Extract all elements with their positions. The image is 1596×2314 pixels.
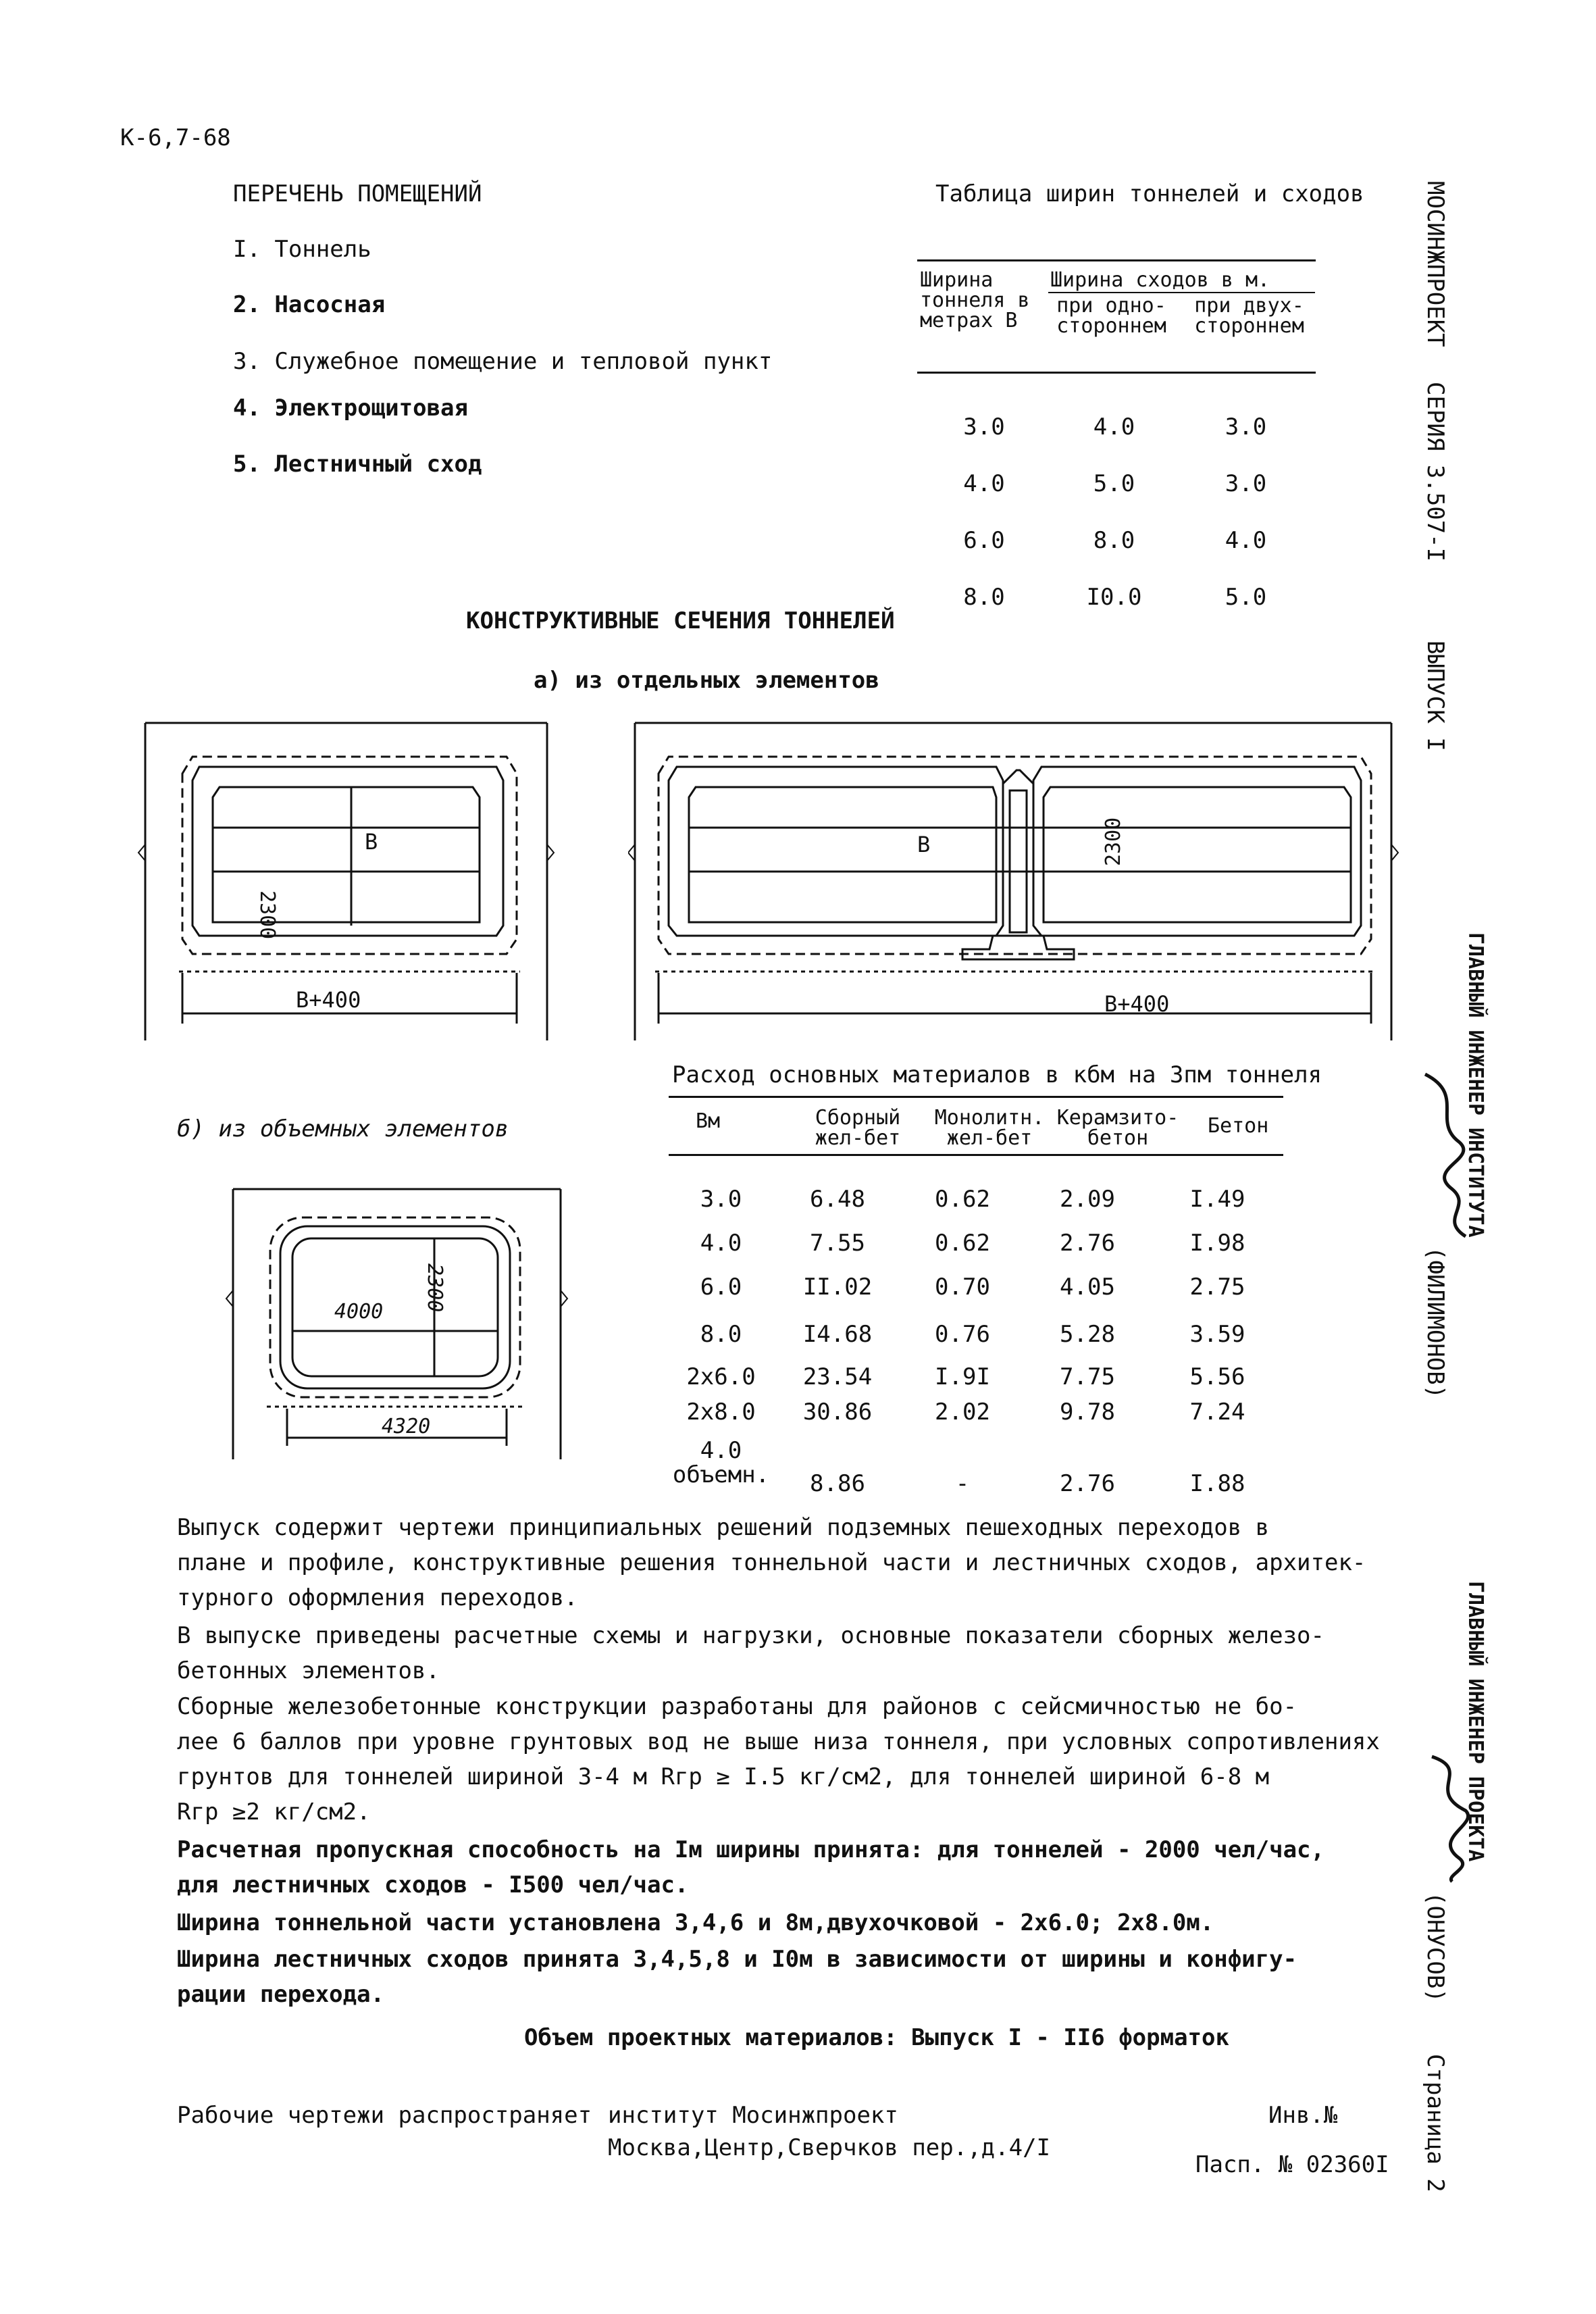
table-cell: 7.75 [1060, 1363, 1115, 1390]
side-series: СЕРИЯ 3.507-I [1422, 382, 1449, 562]
table-cell: 2.02 [935, 1399, 990, 1426]
table-cell: 4.05 [1060, 1273, 1115, 1301]
signature-image [1412, 1067, 1486, 1243]
table-rule [917, 372, 1316, 374]
sections-sub-b: б) из объемных элементов [177, 1115, 509, 1142]
table-cell: 8.0 [1093, 527, 1135, 554]
table-cell: 4.0 [1093, 413, 1135, 441]
footer-distrib: Рабочие чертежи распространяет [177, 2102, 592, 2129]
label-b400: В+400 [296, 987, 361, 1013]
table-cell: 7.55 [810, 1229, 865, 1257]
materials-header: Керамзито-бетон [1056, 1106, 1179, 1150]
table-cell: 3.59 [1189, 1320, 1245, 1348]
widths-group-header: Ширина сходов в м. [1050, 268, 1270, 292]
description-line: плане и профиле, конструктивные решения тоннельной части и лестничных сходов, архитек- [177, 1549, 1366, 1576]
description-line: Rгр ≥2 кг/см2. [177, 1799, 371, 1826]
sections-title: КОНСТРУКТИВНЫЕ СЕЧЕНИЯ ТОННЕЛЕЙ [466, 607, 895, 634]
room-item: 2. Насосная [233, 291, 386, 318]
table-cell: I.9I [935, 1363, 990, 1390]
table-cell: 8.0 [963, 584, 1005, 611]
table-rule [669, 1154, 1283, 1156]
table-cell: - [955, 1470, 970, 1497]
room-item: 4. Электрощитовая [233, 395, 468, 422]
side-chief-project: ГЛАВНЫЙ ИНЖЕНЕР ПРОЕКТА [1464, 1581, 1487, 1862]
table-cell: 5.28 [1060, 1320, 1115, 1348]
table-cell: I.88 [1189, 1470, 1245, 1497]
table-cell: I.49 [1189, 1185, 1245, 1213]
label-2300: 2300 [1102, 817, 1125, 866]
table-cell: 5.0 [1093, 470, 1135, 497]
label-b: В [917, 832, 931, 857]
section-a-right-drawing [628, 703, 1405, 1040]
table-row [669, 1394, 1283, 1430]
table-cell: 2.09 [1060, 1185, 1115, 1213]
label-4320: 4320 [382, 1415, 431, 1438]
room-item: 5. Лестничный сход [233, 451, 482, 478]
materials-header: Сборный жел-бет [815, 1106, 901, 1150]
rooms-title: ПЕРЕЧЕНЬ ПОМЕЩЕНИЙ [233, 180, 482, 207]
table-rule [1048, 292, 1315, 293]
widths-col3-header: при двух-стороннем [1194, 294, 1304, 338]
description-line: Выпуск содержит чертежи принципиальных решений подземных пешеходных переходов в [177, 1514, 1270, 1541]
table-cell: 2.76 [1060, 1229, 1115, 1257]
side-name-2: (ОНУСОВ) [1422, 1892, 1449, 2003]
signature-image [1412, 1750, 1486, 1885]
table-cell: 0.62 [935, 1185, 990, 1213]
table-row [669, 1309, 1283, 1359]
description-line: рации перехода. [177, 1981, 385, 2008]
table-row [669, 1265, 1283, 1309]
table-cell: 0.70 [935, 1273, 990, 1301]
table-cell: 8.86 [810, 1470, 865, 1497]
label-4000: 4000 [334, 1300, 384, 1324]
table-cell: 4.0 объемн. [672, 1437, 770, 1488]
table-row [669, 1359, 1283, 1394]
table-cell: 5.56 [1189, 1363, 1245, 1390]
footer-inv: Инв.№ [1268, 2102, 1338, 2129]
description-line: Ширина тоннельной части установлена 3,4,6 и 8м,двухочковой - 2х6.0; 2х8.0м. [177, 1909, 1214, 1936]
table-cell: 6.0 [700, 1273, 742, 1301]
table-cell: 3.0 [700, 1185, 742, 1213]
table-cell: 4.0 [1225, 527, 1267, 554]
materials-header: Вм [696, 1109, 721, 1133]
table-cell: 7.24 [1189, 1399, 1245, 1426]
table-rule [669, 1096, 1283, 1098]
widths-col2-header: при одно-стороннем [1056, 294, 1166, 338]
description-line: для лестничных сходов - I500 чел/час. [177, 1871, 689, 1898]
description-line: бетонных элементов. [177, 1657, 440, 1684]
side-name-1: (ФИЛИМОНОВ) [1422, 1247, 1449, 1399]
materials-header: Бетон [1208, 1114, 1269, 1138]
description-line: Расчетная пропускная способность на Iм ширины принята: для тоннелей - 2000 чел/час, [177, 1836, 1324, 1863]
room-item: 3. Служебное помещение и тепловой пункт [233, 348, 773, 375]
table-cell: 9.78 [1060, 1399, 1115, 1426]
table-cell: 3.0 [963, 413, 1005, 441]
table-cell: I.98 [1189, 1229, 1245, 1257]
table-cell: 5.0 [1225, 584, 1267, 611]
table-cell: 0.62 [935, 1229, 990, 1257]
label-b400: В+400 [1104, 991, 1170, 1017]
table-cell: 6.0 [963, 527, 1005, 554]
table-cell: 2.76 [1060, 1470, 1115, 1497]
widths-table [920, 399, 1312, 626]
table-cell: 8.0 [700, 1320, 742, 1348]
volume-line: Объем проектных материалов: Выпуск I - II6 форматок [524, 2024, 1229, 2051]
table-cell: II.02 [802, 1273, 873, 1301]
table-cell: 30.86 [802, 1399, 873, 1426]
description-line: Ширина лестничных сходов принята 3,4,5,8 и I0м в зависимости от ширины и конфигу- [177, 1946, 1297, 1973]
materials-table-title: Расход основных материалов в кбм на 3пм тоннеля [672, 1061, 1322, 1088]
room-item: I. Тоннель [233, 236, 371, 263]
label-b: В [365, 829, 378, 855]
document-code: К-6,7-68 [120, 124, 231, 151]
table-cell: 3.0 [1225, 470, 1267, 497]
widths-col1-header: Ширина тоннеля в метрах В [920, 268, 1030, 332]
description-line: В выпуске приведены расчетные схемы и нагрузки, основные показатели сборных железо- [177, 1622, 1324, 1649]
footer-pasp: Пасп. № 02360I [1195, 2151, 1389, 2178]
table-row [669, 1221, 1283, 1265]
side-chief-institute: ГЛАВНЫЙ ИНЖЕНЕР ИНСТИТУТА [1464, 932, 1487, 1238]
table-row [669, 1177, 1283, 1221]
table-cell: 4.0 [700, 1229, 742, 1257]
footer-institute: институт Мосинжпроект [608, 2102, 898, 2129]
table-cell: 4.0 [963, 470, 1005, 497]
table-cell: 23.54 [802, 1363, 873, 1390]
side-page: Страница 2 [1422, 2054, 1449, 2192]
description-line: турного оформления переходов. [177, 1584, 578, 1611]
table-row [920, 399, 1312, 455]
table-cell: I4.68 [802, 1320, 873, 1348]
footer-address: Москва,Центр,Сверчков пер.,д.4/I [608, 2134, 1051, 2161]
table-row [920, 569, 1312, 626]
widths-table-title: Таблица ширин тоннелей и сходов [935, 180, 1364, 207]
table-cell: 3.0 [1225, 413, 1267, 441]
label-2300: 2300 [423, 1263, 446, 1313]
table-rule [917, 259, 1316, 261]
table-cell: 2х8.0 [686, 1399, 756, 1426]
materials-header: Монолитн. жел-бет [934, 1106, 1045, 1150]
description-line: грунтов для тоннелей шириной 3-4 м Rгр ≥ I.5 кг/см2, для тоннелей шириной 6-8 м [177, 1763, 1270, 1790]
label-2300: 2300 [255, 890, 279, 940]
table-cell: 0.76 [935, 1320, 990, 1348]
description-line: лее 6 баллов при уровне грунтовых вод не выше низа тоннеля, при условных сопротивлениях [177, 1728, 1380, 1755]
table-cell: I0.0 [1086, 584, 1142, 611]
materials-table [669, 1177, 1283, 1497]
sections-sub-a: а) из отдельных элементов [534, 667, 879, 694]
table-row [920, 455, 1312, 512]
table-cell: 6.48 [810, 1185, 865, 1213]
side-issue: ВЫПУСК I [1422, 640, 1449, 751]
table-row [920, 512, 1312, 569]
description-line: Сборные железобетонные конструкции разработаны для районов с сейсмичностью не бо- [177, 1693, 1297, 1720]
table-cell: 2.75 [1189, 1273, 1245, 1301]
table-cell: 2х6.0 [686, 1363, 756, 1390]
side-org: МОСИНЖПРОЕКТ [1422, 181, 1449, 347]
table-row [669, 1430, 1283, 1497]
